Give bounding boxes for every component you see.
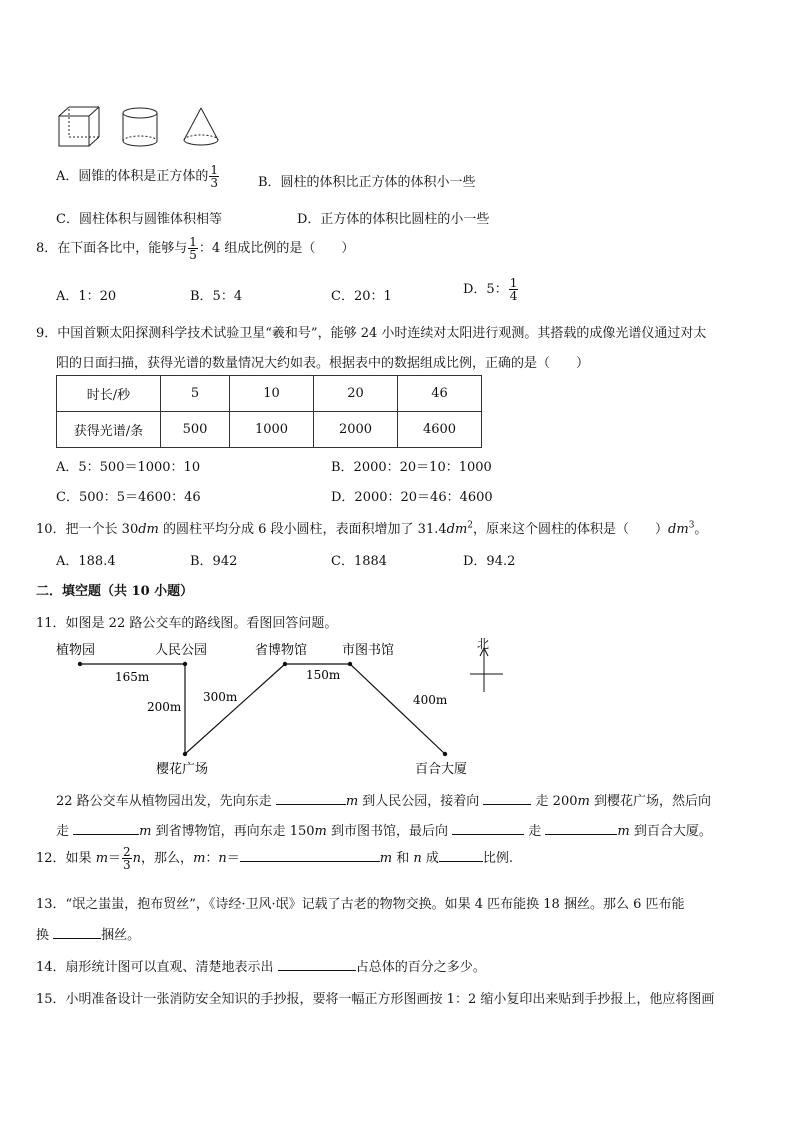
q8-option-b: B．5：4 [190, 289, 243, 304]
stop-label: 百合大厦 [415, 762, 468, 777]
svg-text:北: 北 [477, 637, 490, 651]
distance-label: 150m [306, 668, 341, 682]
table-cell: 时长/秒 [57, 376, 161, 412]
q13-line1: 13．“氓之蚩蚩，抱布贸丝”，《诗经·卫风·氓》记载了古老的物物交换。如果 4 匹布能换 18 捆丝。那么 6 匹布能 [36, 897, 685, 912]
q9-stem-line1: 9．中国首颗太阳探测科学技术试验卫星“羲和号”，能够 24 小时连续对太阳进行观测。其搭载的成像光谱仪通过对太 [36, 326, 707, 341]
answer-blank[interactable] [240, 847, 380, 862]
fraction: $\frac{1}{4}$ [509, 276, 518, 303]
section-heading: 二．填空题（共 10 小题） [36, 584, 194, 599]
answer-blank[interactable] [278, 956, 356, 971]
stop-label: 人民公园 [155, 643, 208, 658]
fraction: $\frac{1}{5}$ [189, 235, 197, 262]
q15-line1: 15．小明准备设计一张消防安全知识的手抄报，要将一幅正方形图画按 1：2 缩小复印出来贴到手抄报上，他应将图画 [36, 992, 715, 1007]
answer-blank[interactable] [73, 820, 139, 835]
table-cell: 10 [230, 376, 314, 412]
cone-figure [184, 108, 218, 145]
answer-blank[interactable] [545, 820, 617, 835]
table-row [57, 376, 482, 412]
q13-line2: 换 捆丝。 [36, 924, 140, 943]
q9-data-table [56, 375, 482, 448]
answer-blank[interactable] [276, 790, 346, 805]
q9-option-c: C．500：5＝4600：46 [56, 490, 201, 505]
table-cell: 获得光谱/条 [57, 412, 161, 448]
q9-option-a: A．5：500＝1000：10 [56, 460, 201, 475]
distance-label: 400m [413, 693, 448, 707]
q8-option-a: A．1：20 [56, 289, 117, 304]
fraction: $\frac{2}{3}$ [123, 845, 131, 872]
q10-option-a: A．188.4 [56, 554, 116, 569]
answer-blank[interactable] [452, 820, 524, 835]
cube-figure [59, 107, 99, 146]
q12-stem: 12．如果 m＝ $\frac{2}{3}$ n，那么，m：n＝ m 和 n 成 比例. [36, 845, 514, 872]
q9-option-b: B．2000：20＝10：1000 [331, 460, 492, 475]
bus-route-map [50, 636, 520, 782]
table-cell: 4600 [398, 412, 482, 448]
answer-blank[interactable] [53, 924, 101, 939]
q10-stem: 10．把一个长 30dm 的圆柱平均分成 6 段小圆柱，表面积增加了 $31.4dm^2$，原来这个圆柱的体积是（ ）$dm^3$。 [36, 520, 708, 537]
q7-option-a: A．圆锥的体积是正方体的 $\frac{1}{3}$ [56, 163, 219, 190]
q9-option-d: D．2000：20＝46：4600 [331, 490, 493, 505]
q10-option-b: B．942 [190, 554, 238, 569]
table-cell: 2000 [314, 412, 398, 448]
solid-figures [56, 104, 226, 150]
q7-option-d: D．正方体的体积比圆柱的小一些 [297, 212, 490, 227]
table-cell: 1000 [230, 412, 314, 448]
distance-label: 200m [147, 700, 182, 714]
stop-label: 市图书馆 [342, 643, 395, 658]
stop-label: 植物园 [56, 643, 96, 658]
q10-option-d: D．94.2 [463, 554, 516, 569]
q11-line1: 22 路公交车从植物园出发，先向东走 m 到人民公园，接着向 走 200m 到樱花广场，然后向 [56, 790, 711, 809]
q8-stem: 8．在下面各比中，能够与 $\frac{1}{5}$ ：4 组成比例的是（ ） [36, 235, 355, 262]
table-cell: 46 [398, 376, 482, 412]
table-cell: 5 [161, 376, 230, 412]
q7-option-c: C．圆柱体积与圆锥体积相等 [56, 212, 222, 227]
table-row [57, 412, 482, 448]
cylinder-figure [123, 108, 157, 146]
answer-blank[interactable] [439, 847, 483, 862]
stop-label: 樱花广场 [156, 762, 209, 777]
q10-option-c: C．1884 [331, 554, 388, 569]
q14-stem: 14．扇形统计图可以直观、清楚地表示出 占总体的百分之多少。 [36, 956, 486, 975]
q8-option-c: C．20：1 [331, 289, 392, 304]
fraction: $\frac{1}{3}$ [210, 163, 219, 190]
q11-line2: 走 m 到省博物馆，再向东走 150m 到市图书馆，最后向 走 m 到百合大厦。 [56, 820, 712, 839]
answer-blank[interactable] [483, 790, 531, 805]
q11-stem: 11．如图是 22 路公交车的路线图。看图回答问题。 [36, 616, 338, 631]
distance-label: 165m [115, 670, 150, 684]
q8-option-d: D．5： $\frac{1}{4}$ [463, 276, 518, 303]
stop-label: 省博物馆 [255, 643, 308, 658]
q7-option-b: B．圆柱的体积比正方体的体积小一些 [258, 175, 476, 190]
q9-stem-line2: 阳的日面扫描，获得光谱的数量情况大约如表。根据表中的数据组成比例，正确的是（ ） [56, 356, 590, 371]
distance-label: 300m [203, 690, 238, 704]
north-compass-icon [470, 637, 503, 692]
table-cell: 500 [161, 412, 230, 448]
table-cell: 20 [314, 376, 398, 412]
